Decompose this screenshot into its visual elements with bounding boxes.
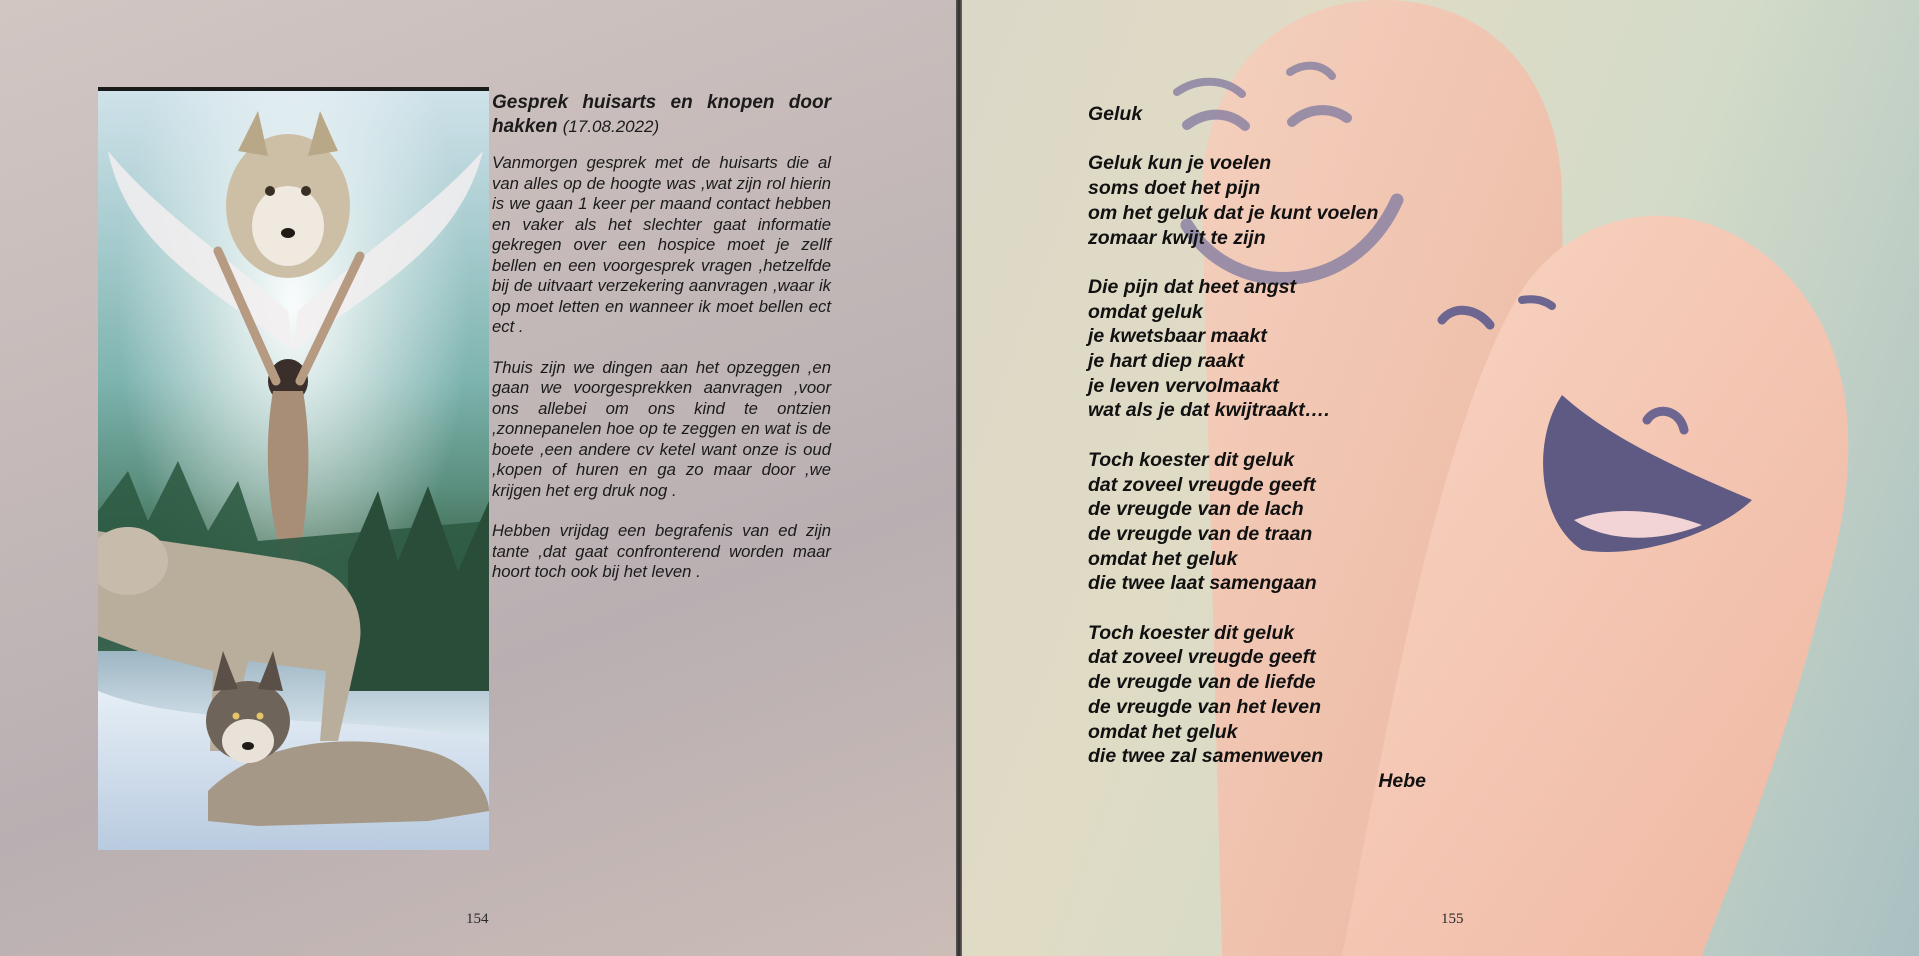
poem-line: wat als je dat kwijtraakt…. [1088,399,1330,422]
page-number-left: 154 [466,911,489,927]
poem-line: dat zoveel vreugde geeft [1088,646,1316,669]
poem-line: Toch koester dit geluk [1088,621,1295,644]
poem-line: dat zoveel vreugde geeft [1088,473,1316,496]
stanza-gap [1088,127,1448,152]
poem-line: de vreugde van het leven [1088,695,1322,718]
poem-line: omdat het geluk [1088,547,1238,570]
poem-line: je leven vervolmaakt [1088,374,1279,397]
entry-paragraph: Thuis zijn we dingen aan het opzeggen ,en gaan we voorgesprekken aanvragen ,voor ons allebei om ons kind te ontzien ,zonnepanelen hoe op te zeggen en wat is de boete ,een andere cv ketel want onze is oud ,kopen of huren en ga zo maar door ,we krijgen het erg druk nog . [492,357,831,500]
diary-entry [492,91,831,603]
poem-line: omdat het geluk [1088,720,1238,743]
entry-title-text: Gesprek huisarts en knopen door hakken [492,92,831,137]
poem-line: zomaar kwijt te zijn [1088,226,1266,249]
poem-line: Die pijn dat heet angst [1088,275,1297,298]
poem-line: soms doet het pijn [1088,177,1261,200]
wolves-artwork-image [98,87,489,850]
poem-line: Geluk kun je voelen [1088,152,1272,175]
entry-paragraph: Hebben vrijdag een begrafenis van ed zijn tante ,dat gaat confronterend worden maar hoort toch ook bij het leven . [492,521,831,581]
entry-paragraph: Vanmorgen gesprek met de huisarts die al van alles op de hoogte was ,wat zijn rol hierin is we gaan 1 keer per maand contact hebben en vaker als het slechter gaat informatie gekregen over een hospice moet je zellf bellen en een voorgesprek vragen ,hetzelfde bij de uitvaart verzekering aanvragen ,waar ik op moet letten en wanneer ik moet bellen ect ect . [492,153,831,336]
poem-signature: Hebe [1378,769,1426,792]
page-number-right: 155 [1441,911,1464,927]
poem-line: om het geluk dat je kunt voelen [1088,201,1379,224]
entry-date: (17.08.2022) [562,117,660,136]
entry-title [492,91,831,139]
poem-title: Geluk [1088,103,1143,125]
poem-line: je kwetsbaar maakt [1088,325,1267,348]
poem-line: je hart diep raakt [1088,350,1245,372]
stanza-gap [1088,596,1448,621]
poem-line: de vreugde van de liefde [1088,671,1316,694]
poem-line: die twee laat samengaan [1088,572,1317,595]
poem-geluk [1088,102,1448,794]
poem-line: de vreugde van de traan [1088,522,1313,545]
poem-line: Toch koester dit geluk [1088,448,1295,471]
poem-line: de vreugde van de lach [1088,498,1304,521]
left-page [0,0,956,956]
poem-line: die twee zal samenweven [1088,745,1324,768]
wolves-artwork-illustration [98,91,489,850]
poem-line: omdat geluk [1088,300,1203,323]
stanza-gap [1088,423,1448,448]
stanza-gap [1088,250,1448,275]
